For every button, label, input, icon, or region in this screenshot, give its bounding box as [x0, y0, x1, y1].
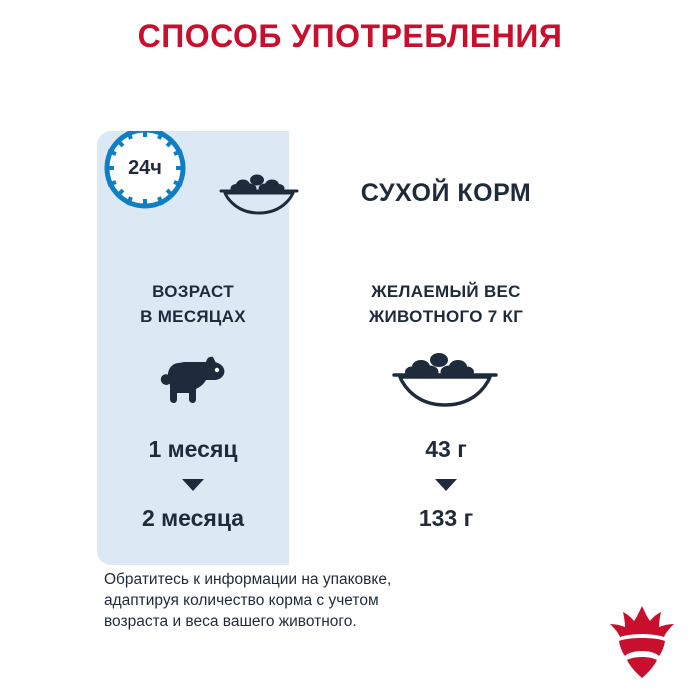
puppy-icon — [159, 353, 231, 405]
dry-food-title: СУХОЙ КОРМ — [360, 178, 532, 207]
footnote-line-3: возраста и веса вашего животного. — [104, 613, 357, 630]
amount-value-to: 133 г — [418, 505, 474, 531]
arrow-down-icon — [435, 479, 457, 491]
age-column-header-line1: ВОЗРАСТ — [152, 282, 234, 301]
page-title: СПОСОБ УПОТРЕБЛЕНИЯ — [137, 18, 563, 54]
target-weight-column-header — [289, 279, 603, 329]
target-weight-header-line1: ЖЕЛАЕМЫЙ ВЕС — [371, 282, 521, 301]
footnote-line-2: адаптируя количество корма с учетом — [104, 592, 379, 609]
food-bowl-icon — [219, 167, 299, 223]
age-column-header — [97, 279, 289, 329]
age-column-header-line2: В МЕСЯЦАХ — [140, 307, 246, 326]
age-value-to: 2 месяца — [141, 505, 245, 531]
footnote-line-1: Обратитесь к информации на упаковке, — [104, 571, 392, 588]
amount-value-from: 43 г — [425, 436, 467, 462]
target-weight-header-line2: ЖИВОТНОГО 7 КГ — [368, 307, 524, 326]
clock-icon — [97, 131, 193, 216]
footnote — [104, 569, 524, 632]
table-header-row — [97, 131, 603, 255]
arrow-down-icon — [182, 479, 204, 491]
royal-canin-crown-logo — [606, 604, 678, 682]
feeding-table-panel — [97, 131, 603, 565]
food-bowl-icon — [391, 345, 499, 411]
age-value-from: 1 месяц — [148, 436, 238, 462]
clock-label: 24ч — [128, 156, 162, 179]
